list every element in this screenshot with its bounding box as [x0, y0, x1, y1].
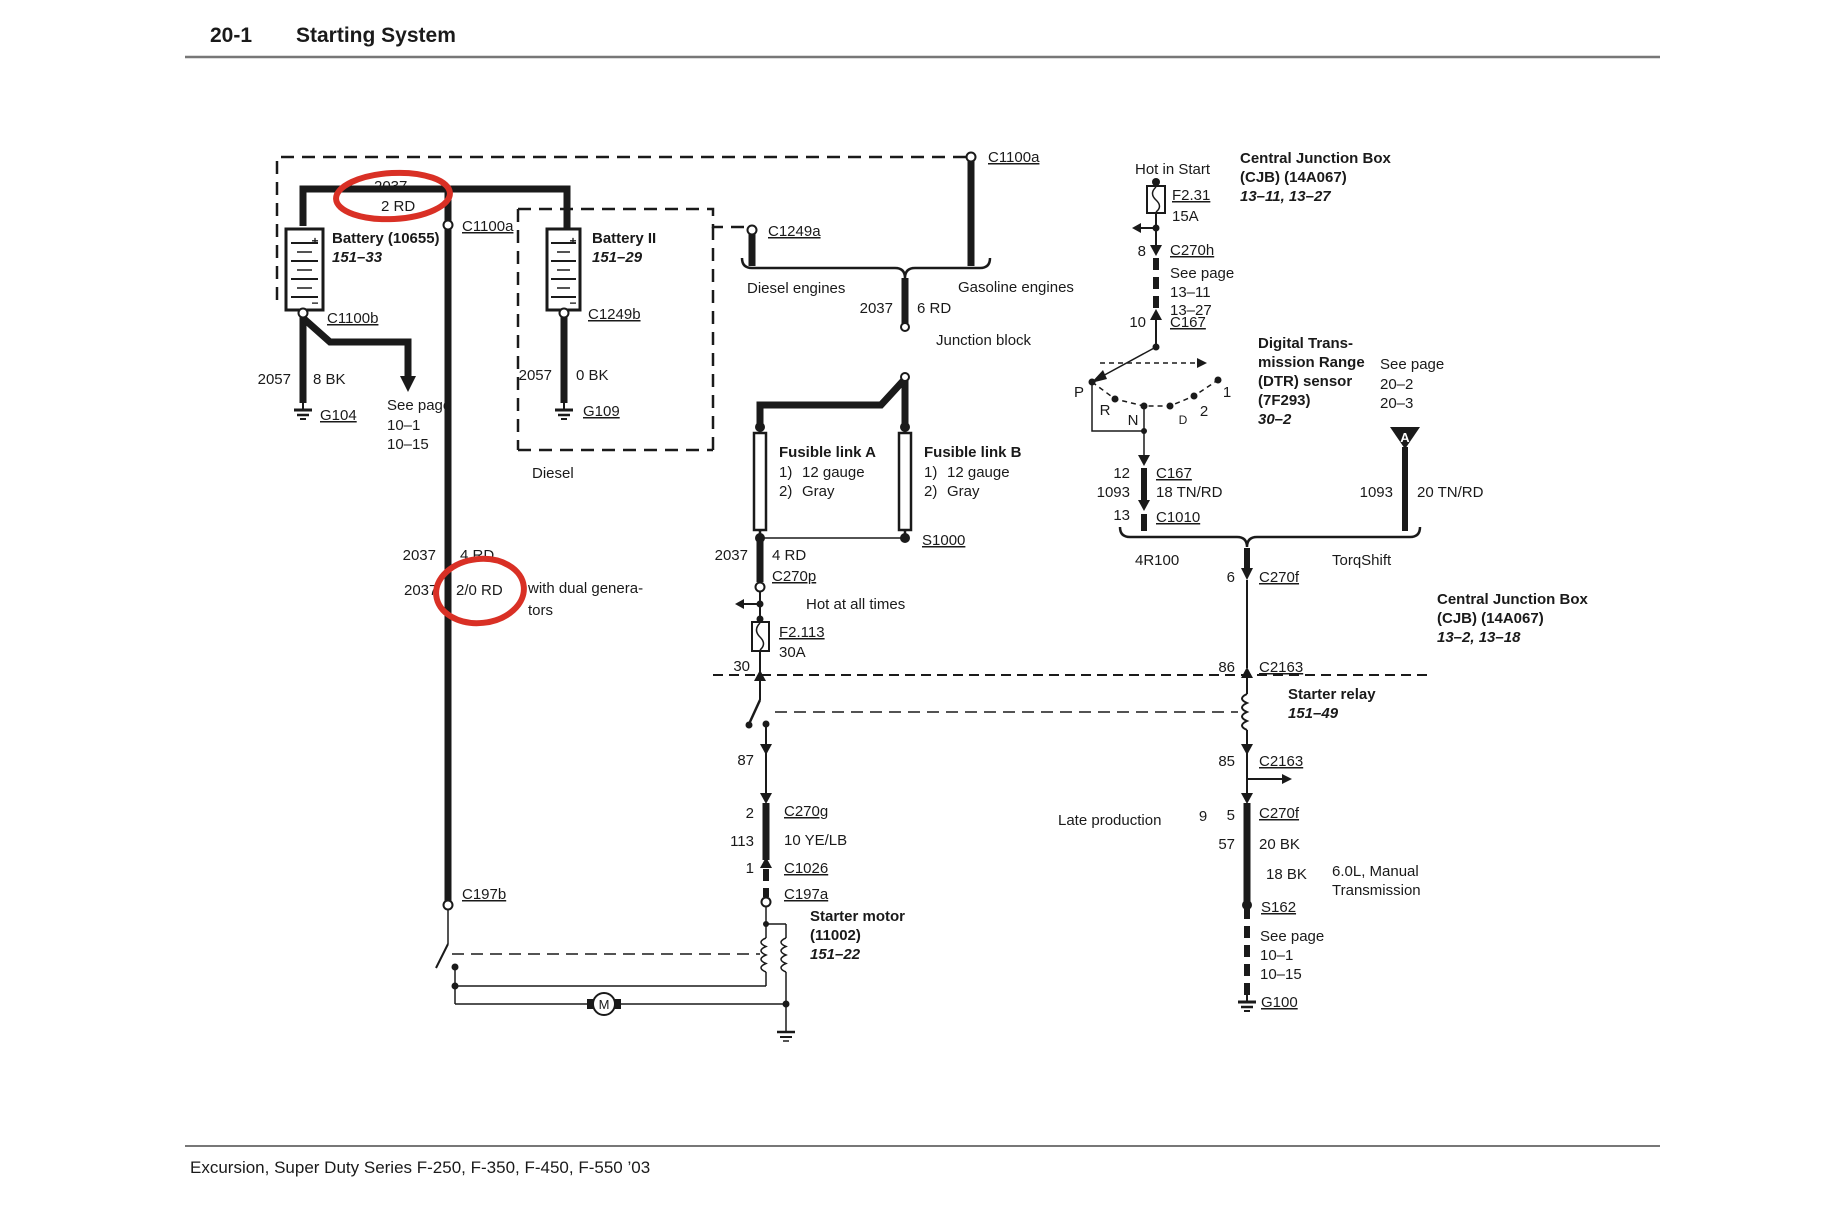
label-circuit-1093-left: 1093	[1096, 484, 1130, 501]
label-dtr-1: Digital Trans-	[1258, 335, 1354, 352]
label-circuit-2037-main: 2037	[402, 547, 436, 564]
label-see-page-c270h: See page	[1170, 265, 1235, 282]
label-diesel: Diesel	[532, 465, 574, 482]
label-starter-relay: Starter relay	[1288, 686, 1376, 703]
label-page-10-1-left: 10–1	[387, 417, 421, 434]
label-junction-block: Junction block	[936, 332, 1032, 349]
label-c270g: C270g	[784, 803, 829, 820]
label-pin-2: 2	[745, 805, 754, 822]
label-c270f-bottom: C270f	[1259, 805, 1300, 822]
label-dtr-2: mission Range	[1258, 354, 1365, 371]
engine-variant-brace	[742, 258, 990, 278]
label-fusible-b-gray: Gray	[947, 483, 980, 500]
label-pin-85: 85	[1218, 753, 1235, 770]
label-pin-13: 13	[1113, 507, 1130, 524]
label-starter-motor-num: (11002)	[810, 927, 861, 944]
label-wire-4rd-main: 4 RD	[460, 547, 495, 564]
label-g104: G104	[320, 407, 357, 424]
label-dual-generators-2: tors	[528, 602, 554, 619]
label-dtr-ref: 30–2	[1258, 411, 1292, 428]
label-starter-motor-ref: 151–22	[810, 946, 861, 963]
label-pin-12: 12	[1113, 465, 1130, 482]
label-c1100a-left: C1100a	[462, 218, 514, 235]
starter-relay-symbol	[732, 683, 1277, 740]
label-fusible-a-2: 2)	[779, 483, 793, 500]
label-fusible-a-gauge: 12 gauge	[802, 464, 865, 481]
label-wire-10yelb: 10 YE/LB	[784, 832, 848, 849]
label-battery1: Battery (10655)	[332, 230, 440, 247]
label-dtr-p: P	[1073, 384, 1085, 401]
label-wire-2rd: 2 RD	[381, 198, 416, 215]
label-dtr-d: D	[1178, 413, 1188, 427]
label-page-10-1-right: 10–1	[1260, 947, 1294, 964]
label-fusible-b: Fusible link B	[924, 444, 1022, 461]
label-pin-10: 10	[1129, 314, 1146, 331]
label-fusible-b-2: 2)	[924, 483, 938, 500]
label-c1249b: C1249b	[588, 306, 641, 323]
label-pin-30: 30	[733, 658, 750, 675]
label-c2163-bottom: C2163	[1259, 753, 1304, 770]
label-marker-a: A	[1400, 430, 1410, 445]
svg-text:−: −	[311, 296, 319, 310]
label-page-20-3: 20–3	[1380, 395, 1414, 412]
label-dtr-4: (7F293)	[1258, 392, 1311, 409]
label-wire-2-0rd: 2/0 RD	[456, 582, 503, 599]
label-c197b: C197b	[462, 886, 507, 903]
ground-g109-symbol	[555, 403, 573, 419]
label-manual-2: Transmission	[1332, 882, 1421, 899]
label-circuit-57: 57	[1218, 836, 1235, 853]
label-battery1-ref: 151–33	[332, 249, 383, 266]
label-wire-8bk: 8 BK	[313, 371, 346, 388]
label-circuit-1093-right: 1093	[1359, 484, 1393, 501]
label-fusible-b-1: 1)	[924, 464, 938, 481]
label-30a: 30A	[779, 644, 806, 661]
label-s162: S162	[1261, 899, 1297, 916]
label-fusible-a-1: 1)	[779, 464, 793, 481]
label-pin-9: 9	[1198, 808, 1208, 825]
label-page-13-27: 13–27	[1170, 302, 1212, 319]
label-wire-20bk: 20 BK	[1259, 836, 1300, 853]
relay-pin-wires	[760, 568, 1292, 868]
label-starter-motor: Starter motor	[810, 908, 906, 925]
label-pin-87: 87	[737, 752, 754, 769]
label-pin-6: 6	[1226, 569, 1235, 586]
label-c167-top: C167	[1170, 314, 1206, 331]
label-fusible-a-gray: Gray	[802, 483, 835, 500]
label-cjb2-num: (CJB) (14A067)	[1437, 610, 1544, 627]
label-hot-in-start: Hot in Start	[1135, 161, 1211, 178]
label-cjb1-name: Central Junction Box	[1240, 150, 1391, 167]
page-title: Starting System	[296, 24, 456, 47]
label-f2113: F2.113	[779, 624, 825, 641]
ground-g100-symbol	[1238, 995, 1256, 1011]
label-circuit-2037-c270p: 2037	[714, 547, 748, 564]
label-c1100b: C1100b	[327, 310, 379, 327]
label-see-page-dtr: See page	[1380, 356, 1445, 373]
label-motor-m: M	[598, 997, 610, 1012]
battery-1-symbol	[286, 229, 323, 310]
label-cjb1-ref: 13–11, 13–27	[1240, 188, 1331, 205]
label-wire-18tnrd: 18 TN/RD	[1156, 484, 1223, 501]
label-starter-relay-ref: 151–49	[1288, 705, 1339, 722]
label-fusible-b-gauge: 12 gauge	[947, 464, 1010, 481]
label-cjb2-ref: 13–2, 13–18	[1437, 629, 1521, 646]
label-wire-4rd-c270p: 4 RD	[772, 547, 807, 564]
label-circuit-113: 113	[730, 833, 754, 850]
label-c270f-top: C270f	[1259, 569, 1300, 586]
label-f231: F2.31	[1172, 187, 1211, 204]
label-dtr-n: N	[1127, 412, 1139, 429]
label-c197a: C197a	[784, 886, 829, 903]
label-circuit-2057-right: 2057	[518, 367, 552, 384]
battery-2-symbol	[547, 229, 580, 310]
label-circuit-2037-top: 2037	[374, 178, 408, 195]
page-number: 20-1	[210, 24, 253, 47]
label-pin-5: 5	[1226, 807, 1235, 824]
label-dtr-r: R	[1099, 402, 1111, 419]
label-see-page-left: See page	[387, 397, 452, 414]
fusible-link-b-symbol	[899, 433, 911, 530]
label-page-10-15-right: 10–15	[1260, 966, 1302, 983]
footer-text: Excursion, Super Duty Series F-250, F-350, F-450, F-550 ’03	[190, 1158, 651, 1177]
label-c1100a-right: C1100a	[988, 149, 1040, 166]
svg-text:−: −	[569, 296, 577, 310]
label-gasoline-engines: Gasoline engines	[958, 279, 1074, 296]
transmission-variant-brace	[1120, 527, 1420, 547]
label-c270h: C270h	[1170, 242, 1215, 259]
label-dtr-2: 2	[1199, 403, 1209, 420]
label-c2163-top: C2163	[1259, 659, 1304, 676]
fusible-link-a-symbol	[754, 433, 766, 530]
label-s1000: S1000	[922, 532, 966, 549]
label-late-production: Late production	[1058, 812, 1162, 829]
label-diesel-engines: Diesel engines	[747, 280, 846, 297]
label-torqshift: TorqShift	[1332, 552, 1392, 569]
label-page-10-15-left: 10–15	[387, 436, 429, 453]
label-dtr-3: (DTR) sensor	[1258, 373, 1353, 390]
label-manual-1: 6.0L, Manual	[1332, 863, 1419, 880]
label-wire-18bk: 18 BK	[1266, 866, 1307, 883]
wire-nodes	[299, 153, 1253, 911]
label-cjb1-num: (CJB) (14A067)	[1240, 169, 1347, 186]
starter-motor-symbol	[416, 906, 800, 1041]
junction-block-symbol	[888, 331, 926, 373]
label-fusible-a: Fusible link A	[779, 444, 876, 461]
label-wire-6rd: 6 RD	[917, 300, 952, 317]
label-hot-at-all-times: Hot at all times	[806, 596, 906, 613]
label-see-page-right: See page	[1260, 928, 1325, 945]
label-wire-20tnrd: 20 TN/RD	[1417, 484, 1484, 501]
svg-text:+: +	[311, 234, 319, 248]
dtr-sensor-internals	[1089, 335, 1222, 463]
label-g109: G109	[583, 403, 620, 420]
svg-text:+: +	[569, 234, 577, 248]
power-wires	[303, 161, 1405, 995]
label-dtr-1: 1	[1222, 384, 1232, 401]
label-15a: 15A	[1172, 208, 1199, 225]
label-page-13-11: 13–11	[1170, 284, 1211, 301]
label-c1010: C1010	[1156, 509, 1201, 526]
label-circuit-2057-left: 2057	[257, 371, 291, 388]
label-c1026: C1026	[784, 860, 829, 877]
label-battery2-ref: 151–29	[592, 249, 643, 266]
label-pin-8: 8	[1137, 243, 1146, 260]
label-pin-1: 1	[745, 860, 754, 877]
ground-g104-symbol	[294, 403, 312, 419]
label-c270p: C270p	[772, 568, 817, 585]
label-wire-0bk: 0 BK	[576, 367, 609, 384]
label-circuit-2037-dual: 2037	[404, 582, 438, 599]
label-pin-86: 86	[1218, 659, 1235, 676]
dual-generator-note-box	[518, 569, 651, 631]
label-dual-generators-1: with dual genera-	[528, 580, 644, 597]
label-4r100: 4R100	[1135, 552, 1180, 569]
label-battery2: Battery II	[592, 230, 657, 247]
label-circuit-2037-6rd: 2037	[859, 300, 893, 317]
label-g100: G100	[1261, 994, 1298, 1011]
label-page-20-2: 20–2	[1380, 376, 1414, 393]
label-c1249a: C1249a	[768, 223, 821, 240]
label-c167-mid: C167	[1156, 465, 1192, 482]
label-cjb2-name: Central Junction Box	[1437, 591, 1588, 608]
